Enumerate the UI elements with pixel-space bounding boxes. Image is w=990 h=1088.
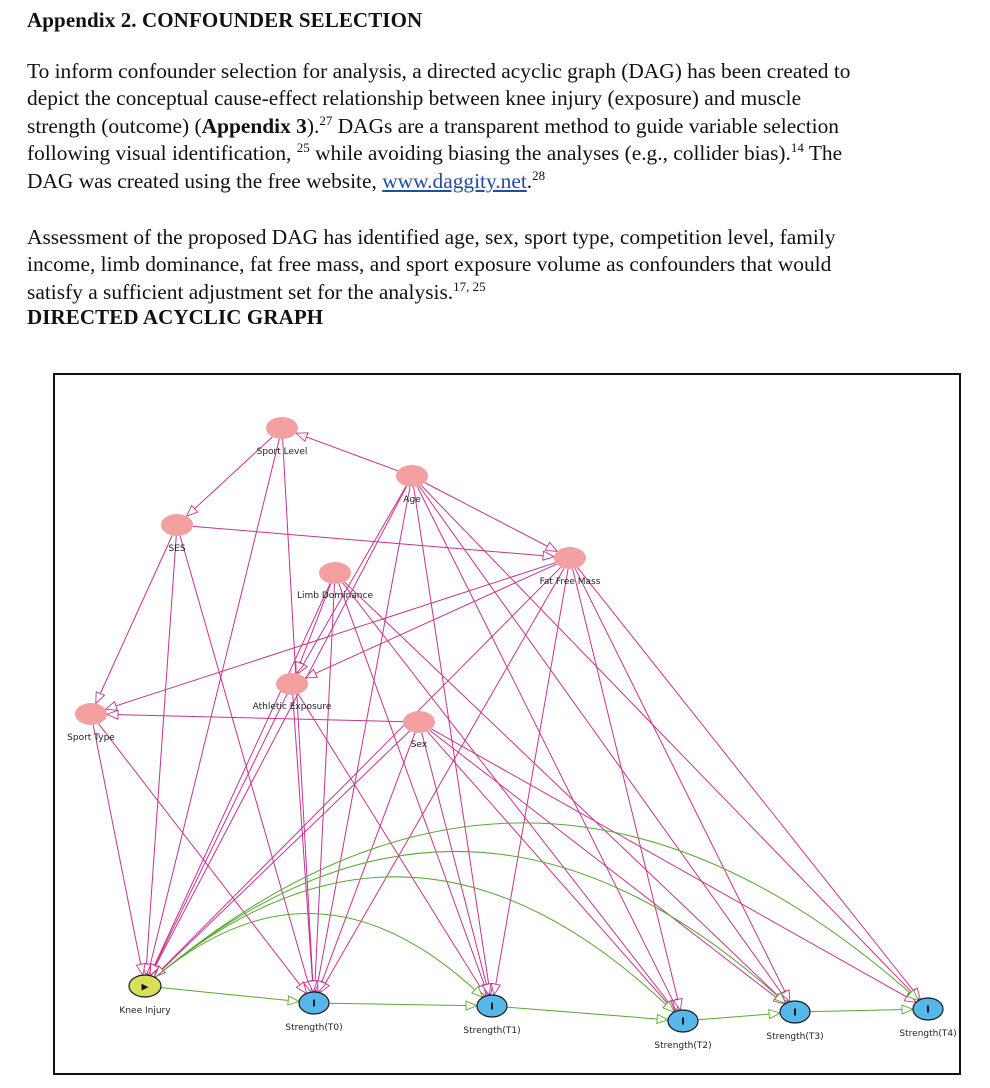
outcome-marker-icon: I bbox=[490, 1001, 494, 1013]
dag-node-t3[interactable] bbox=[766, 1001, 823, 1042]
dag-node-ses[interactable] bbox=[161, 514, 193, 554]
edge-sex-to-t2 bbox=[427, 731, 675, 1011]
edge-line-limb-t2 bbox=[343, 583, 676, 1012]
edge-line-ses-knee bbox=[146, 536, 176, 975]
citation-17-25: 17, 25 bbox=[453, 278, 486, 294]
dag-node-label-ffm: Fat Free Mass bbox=[539, 577, 601, 587]
edge-line-athl-t1 bbox=[298, 694, 485, 996]
edge-athl-to-knee bbox=[150, 694, 287, 975]
edge-age-to-athl bbox=[298, 486, 406, 674]
para1-line-4 bbox=[27, 140, 967, 167]
dag-node-t2[interactable] bbox=[654, 1010, 711, 1051]
edge-line-sex-knee bbox=[154, 731, 409, 977]
para1-line-3-text-c: DAGs are a transparent method to guide variable selection bbox=[332, 113, 840, 138]
edge-t0-to-t1 bbox=[329, 1001, 477, 1010]
para1-line-2: depict the conceptual cause-effect relationship between knee injury (exposure) and muscle bbox=[27, 86, 802, 111]
edge-line-athl-knee bbox=[150, 694, 287, 975]
dag-node-knee[interactable] bbox=[119, 975, 171, 1016]
dag-node-label-ses: SES bbox=[168, 544, 186, 554]
dag-node-label-knee: Knee Injury bbox=[119, 1006, 171, 1016]
dag-node-label-limb: Limb Dominance bbox=[297, 591, 373, 601]
dag-node-athl[interactable] bbox=[253, 673, 332, 712]
dag-node-label-t4: Strength(T4) bbox=[899, 1029, 957, 1039]
dag-node-label-sex: Sex bbox=[410, 740, 428, 750]
edge-ffm-to-t3 bbox=[575, 568, 790, 1001]
dag-node-label-sport_level: Sport Level bbox=[256, 447, 308, 457]
citation-14: 14 bbox=[790, 140, 804, 156]
citation-28: 28 bbox=[532, 167, 546, 183]
arrowhead-ffm-t1 bbox=[491, 983, 500, 995]
edge-limb-to-t2 bbox=[343, 583, 676, 1012]
edge-knee-to-t0 bbox=[161, 988, 299, 1005]
edge-ffm-to-t2 bbox=[573, 569, 682, 1010]
edge-line-age-t3 bbox=[419, 486, 788, 1002]
edge-sport_type-to-knee bbox=[93, 725, 145, 975]
daggity-website-link[interactable]: www.daggity.net bbox=[382, 168, 527, 193]
dag-node-label-t2: Strength(T2) bbox=[654, 1041, 712, 1051]
arrowhead-t0-t1 bbox=[466, 1001, 477, 1010]
paragraph-confounder-assessment bbox=[27, 224, 967, 306]
play-icon: ▶ bbox=[141, 982, 149, 993]
edge-line-t0-t1 bbox=[329, 1003, 477, 1005]
arrowhead-t2-t3 bbox=[769, 1010, 780, 1019]
dag-node-t1[interactable] bbox=[463, 995, 520, 1036]
confounder-node-circle bbox=[403, 711, 435, 733]
edge-line-sex-sport_type bbox=[107, 714, 403, 721]
dag-node-limb[interactable] bbox=[297, 562, 373, 601]
edge-line-t3-t4 bbox=[810, 1009, 913, 1011]
confounder-node-circle bbox=[554, 547, 586, 569]
edge-line-limb-t1 bbox=[339, 584, 488, 996]
edge-line-ffm-knee bbox=[154, 567, 561, 977]
edge-t2-to-t3 bbox=[698, 1010, 780, 1020]
edge-ses-to-sport_type bbox=[96, 535, 172, 703]
edge-sex-to-t4 bbox=[431, 729, 916, 1002]
edge-ffm-to-t4 bbox=[578, 568, 921, 1000]
dag-node-label-t0: Strength(T0) bbox=[285, 1023, 343, 1033]
edge-line-age-athl bbox=[298, 486, 406, 674]
dag-node-label-t1: Strength(T1) bbox=[463, 1026, 521, 1036]
edge-athl-to-t1 bbox=[298, 694, 485, 996]
appendix-3-reference: Appendix 3 bbox=[201, 113, 307, 138]
para1-line-4-text-c: The bbox=[803, 141, 843, 166]
dag-node-label-t3: Strength(T3) bbox=[766, 1032, 824, 1042]
confounder-node-circle bbox=[396, 465, 428, 487]
edge-age-to-t4 bbox=[421, 485, 919, 1000]
dag-node-ffm[interactable] bbox=[540, 547, 601, 587]
edge-line-athl-t0 bbox=[293, 695, 313, 992]
arrowhead-t1-t2 bbox=[657, 1014, 668, 1023]
edge-age-to-knee bbox=[150, 486, 406, 975]
edge-limb-to-t3 bbox=[344, 582, 786, 1003]
edge-t1-to-t2 bbox=[507, 1007, 668, 1023]
arrowhead-ses-ffm bbox=[543, 551, 554, 560]
edge-line-sex-t2 bbox=[427, 731, 675, 1011]
edge-line-knee-t3 bbox=[155, 851, 786, 1003]
para2-line-3 bbox=[27, 279, 967, 306]
edge-sex-to-t3 bbox=[430, 730, 785, 1004]
dag-subheading: DIRECTED ACYCLIC GRAPH bbox=[27, 305, 324, 329]
appendix-heading: Appendix 2. CONFOUNDER SELECTION bbox=[27, 8, 423, 32]
arrowhead-ses-sport_type bbox=[96, 692, 105, 704]
edge-t3-to-t4 bbox=[810, 1005, 913, 1014]
dag-graph bbox=[55, 375, 959, 1073]
edge-line-ses-sport_type bbox=[96, 535, 172, 703]
citation-25: 25 bbox=[296, 140, 310, 156]
para1-line-5 bbox=[27, 168, 967, 195]
edge-line-t2-t3 bbox=[698, 1013, 780, 1020]
para1-line-3 bbox=[27, 113, 967, 140]
arrowhead-age-sport_level bbox=[296, 433, 308, 441]
para1-line-3-text-b: ). bbox=[306, 113, 320, 138]
outcome-marker-icon: I bbox=[793, 1007, 797, 1019]
edge-line-sport_type-knee bbox=[93, 725, 143, 975]
edge-line-sex-t4 bbox=[431, 729, 916, 1002]
edge-line-ffm-t1 bbox=[494, 569, 568, 995]
outcome-marker-icon: I bbox=[312, 998, 316, 1010]
edge-limb-to-t1 bbox=[339, 584, 489, 996]
para1-line-4-text-b: while avoiding biasing the analyses (e.g., collider bias). bbox=[309, 141, 791, 166]
confounder-node-circle bbox=[319, 562, 351, 584]
outcome-marker-icon: I bbox=[681, 1016, 685, 1028]
edge-line-age-t4 bbox=[421, 485, 919, 1000]
arrowhead-age-ffm bbox=[545, 542, 557, 551]
para1-line-4-text-a: following visual identification, bbox=[27, 141, 297, 166]
confounder-node-circle bbox=[266, 417, 298, 439]
edge-ffm-to-t1 bbox=[491, 569, 568, 995]
edge-line-ffm-t4 bbox=[578, 568, 921, 1000]
para2-line-1: Assessment of the proposed DAG has identified age, sex, sport type, competition level, family bbox=[27, 225, 836, 249]
edge-knee-to-t3 bbox=[155, 851, 786, 1003]
edge-line-sport_type-t0 bbox=[98, 724, 306, 994]
edge-line-age-knee bbox=[150, 486, 406, 975]
dag-node-label-athl: Athletic Exposure bbox=[252, 702, 332, 712]
para2-line-3-text: satisfy a sufficient adjustment set for the analysis. bbox=[27, 279, 454, 304]
arrowhead-t3-t4 bbox=[902, 1005, 913, 1014]
edge-line-ffm-t2 bbox=[573, 569, 681, 1010]
para2-line-2: income, limb dominance, fat free mass, and sport exposure volume as confounders that would bbox=[27, 252, 832, 277]
edge-ses-to-knee bbox=[142, 536, 176, 975]
dag-node-label-sport_type: Sport Type bbox=[67, 733, 115, 743]
edge-line-t1-t2 bbox=[507, 1007, 668, 1020]
edge-line-limb-t3 bbox=[344, 582, 786, 1003]
para1-line-3-text-a: strength (outcome) ( bbox=[27, 113, 202, 138]
arrowhead-sport_type-knee bbox=[136, 963, 145, 975]
edge-line-knee-t0 bbox=[161, 988, 299, 1002]
outcome-marker-icon: I bbox=[926, 1004, 930, 1016]
para1-line-1: To inform confounder selection for analysis, a directed acyclic graph (DAG) has been created to bbox=[27, 59, 851, 83]
dag-node-t4[interactable] bbox=[899, 998, 956, 1039]
edge-line-age-sport_level bbox=[296, 433, 398, 471]
paragraph-dag-intro bbox=[27, 58, 967, 195]
edge-age-to-t3 bbox=[419, 486, 788, 1002]
edge-age-to-sport_level bbox=[296, 433, 398, 471]
arrowhead-ffm-sport_type bbox=[105, 702, 117, 711]
dag-node-t0[interactable] bbox=[285, 992, 342, 1033]
edge-sex-to-knee bbox=[154, 731, 409, 977]
arrowhead-sex-sport_type bbox=[107, 710, 118, 719]
para1-line-5-text-a: DAG was created using the free website, bbox=[27, 168, 383, 193]
arrowhead-knee-t0 bbox=[288, 996, 299, 1005]
dag-figure-frame bbox=[53, 373, 961, 1075]
confounder-node-circle bbox=[75, 703, 107, 725]
edge-sport_type-to-t0 bbox=[98, 724, 306, 994]
para1-line-5-text-b: . bbox=[526, 168, 533, 193]
edge-line-ses-ffm bbox=[193, 526, 554, 556]
edge-line-ffm-t3 bbox=[575, 568, 790, 1001]
confounder-node-circle bbox=[161, 514, 193, 536]
edge-ffm-to-knee bbox=[154, 567, 561, 977]
citation-27: 27 bbox=[319, 112, 333, 128]
confounder-node-circle bbox=[276, 673, 308, 695]
edge-line-sex-t3 bbox=[430, 730, 785, 1004]
edge-line-limb-t0 bbox=[315, 584, 335, 992]
dag-node-label-age: Age bbox=[403, 495, 421, 505]
